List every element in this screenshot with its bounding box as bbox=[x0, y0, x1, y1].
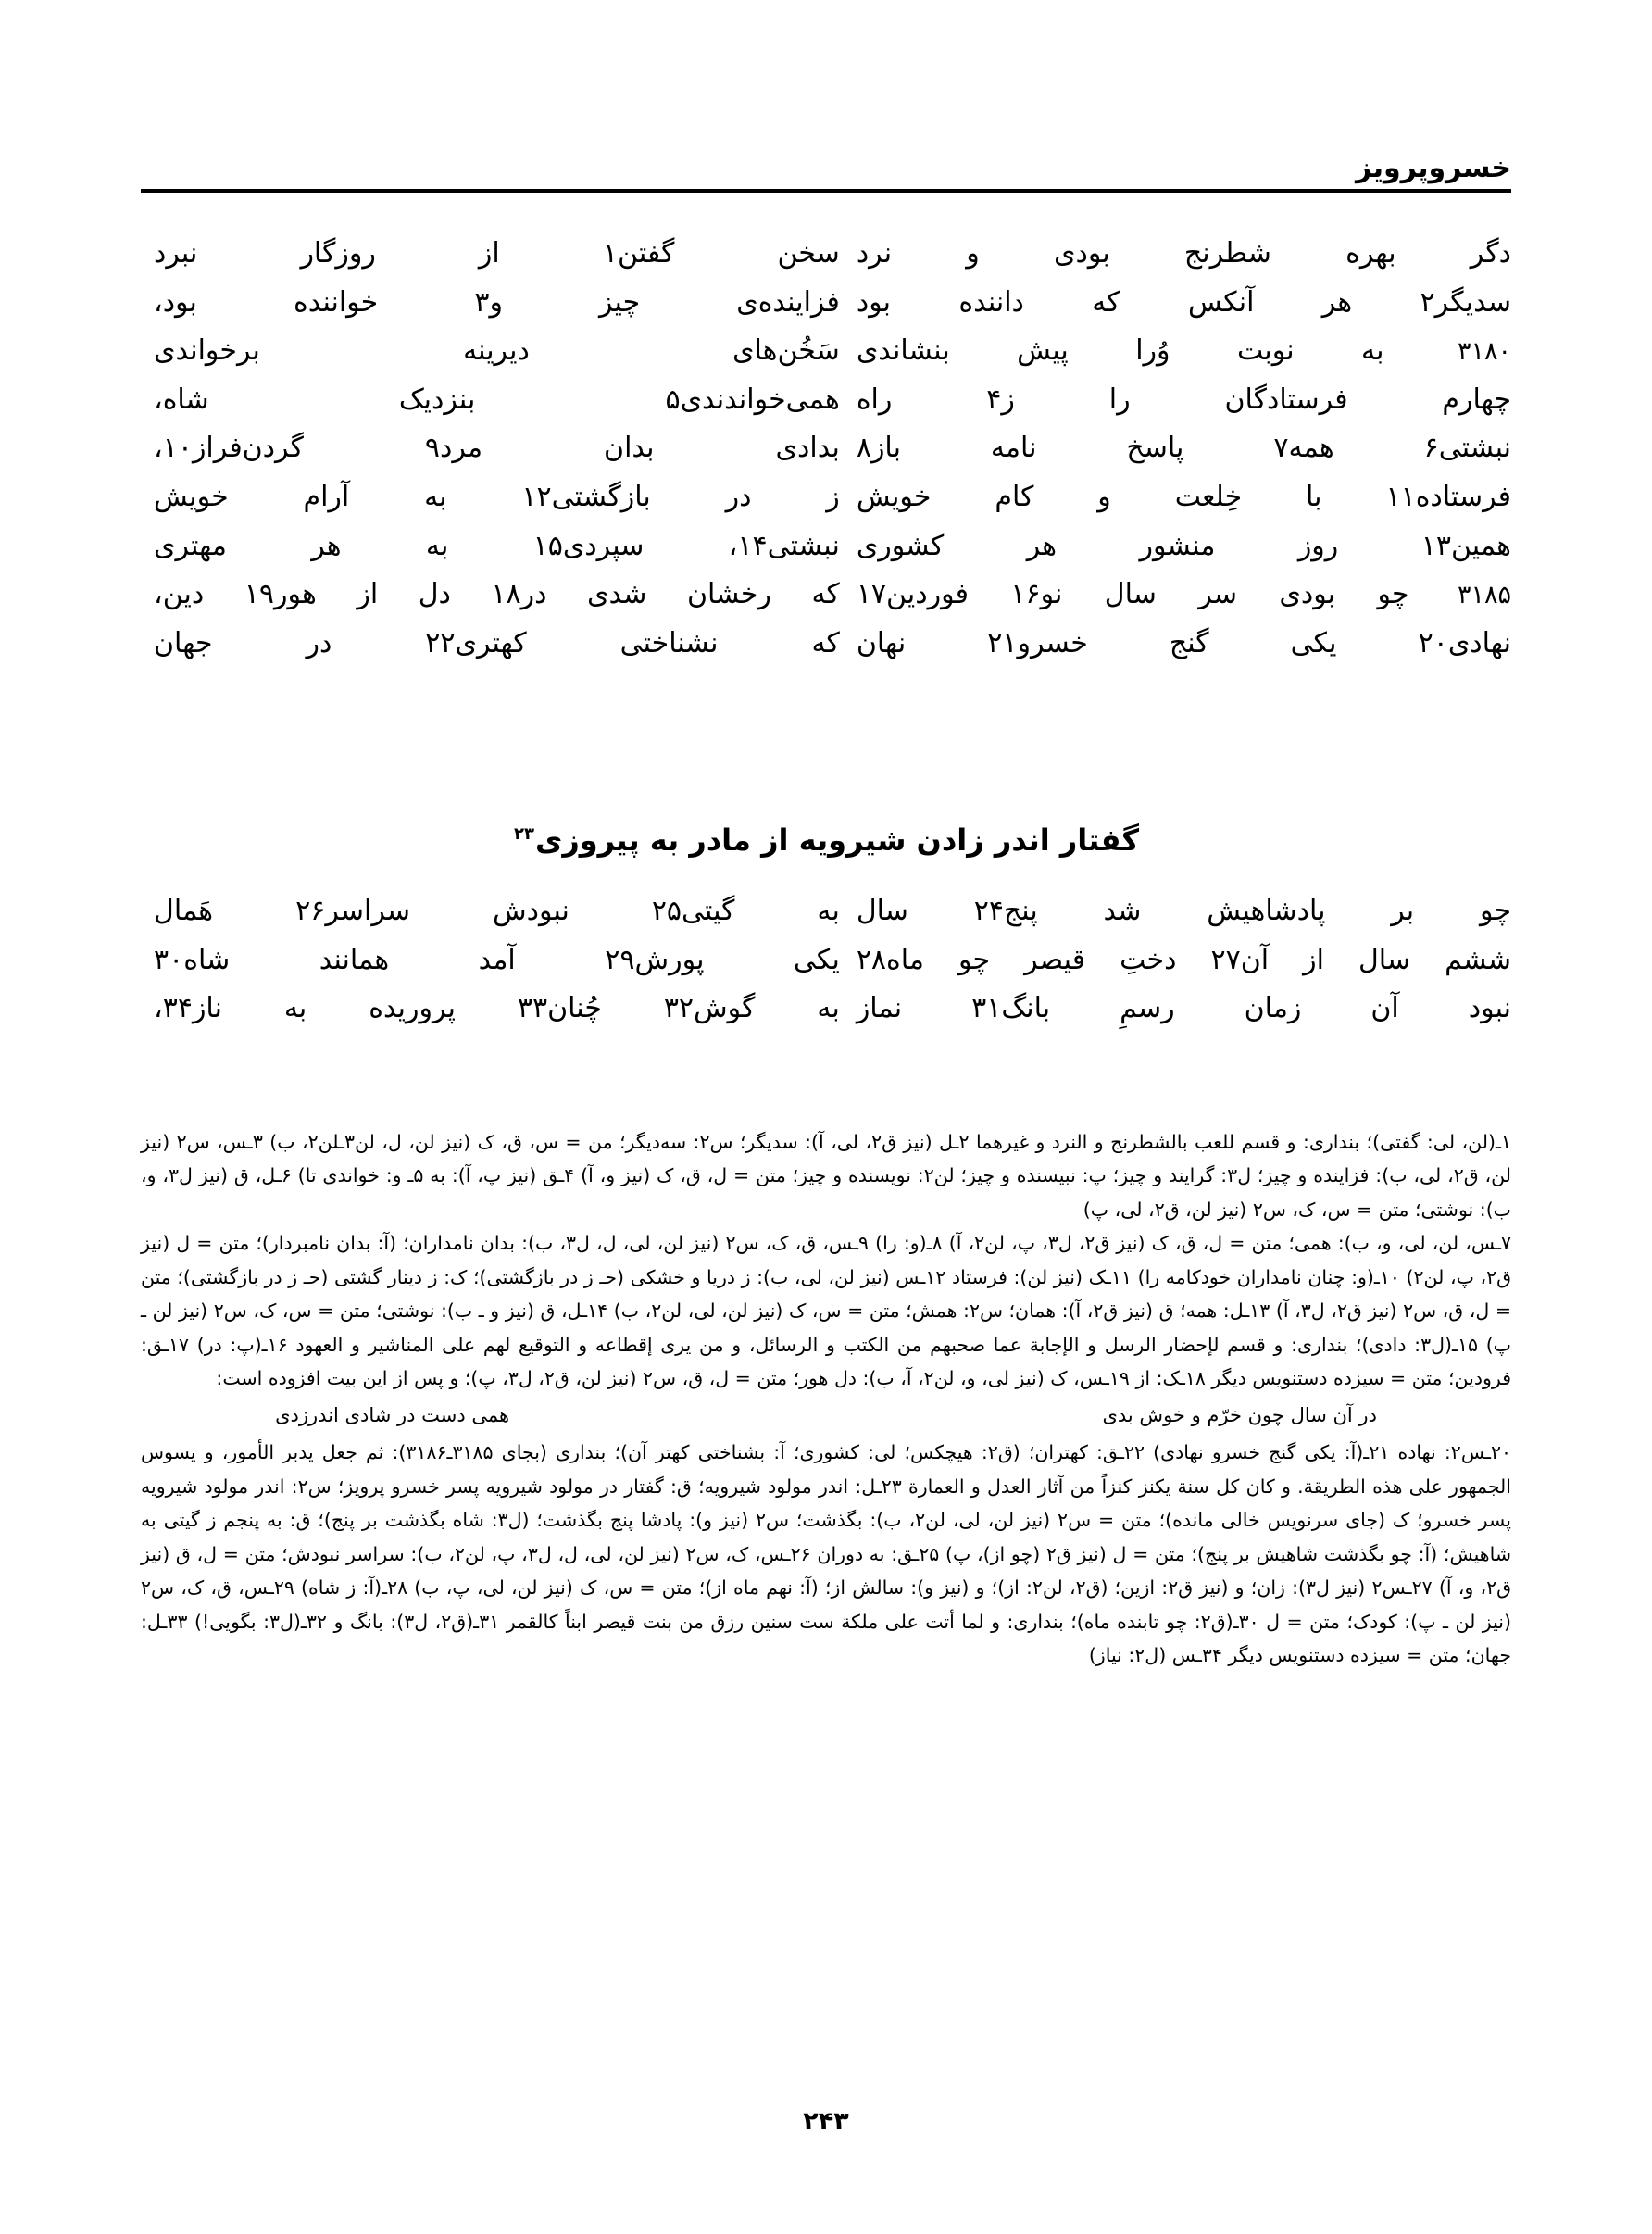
verse-block-secondary bbox=[141, 889, 1511, 1035]
couplet bbox=[141, 329, 1511, 374]
couplet bbox=[141, 281, 1511, 326]
hemistich-left-text: سَخُن‌های دیرینه برخواندی bbox=[154, 334, 840, 368]
hemistich-right-text: ۳۱۸۰ به نوبت وُرا پیش بنشاندی bbox=[856, 334, 1511, 368]
section-heading-text: گفتار اندر زادن شیرویه از مادر به پیروزی bbox=[534, 822, 1139, 858]
verse-number: ۳۱۸۵ bbox=[1416, 581, 1511, 610]
page-number: ۲۴۳ bbox=[803, 2107, 849, 2136]
hemistich-left bbox=[141, 232, 840, 277]
hemistich-left-text: همی‌خواندندی۵ بنزدیک شاه، bbox=[154, 383, 840, 416]
hemistich-right-text: چهارم فرستادگان را ز۴ راه bbox=[856, 383, 1512, 416]
couplet bbox=[141, 889, 1511, 935]
hemistich-right bbox=[840, 281, 1511, 326]
hemistich-right bbox=[840, 621, 1511, 667]
hemistich-left-text: به گیتی۲۵ نبودش سراسر۲۶ هَمال bbox=[154, 895, 840, 927]
hemistich-right-text: چو بر پادشاهیش شد پنج۲۴ سال bbox=[856, 895, 1511, 927]
hemistich-right bbox=[840, 232, 1511, 277]
hemistich-left bbox=[141, 426, 840, 471]
inserted-verse-hemistich-right: در آن سال چون خرّم و خوش بدی bbox=[1102, 1403, 1377, 1426]
hemistich-right bbox=[840, 329, 1511, 374]
hemistich-left-text: بدادی بدان مرد۹ گردن‌فراز۱۰، bbox=[154, 432, 840, 465]
couplet bbox=[141, 475, 1511, 521]
hemistich-left bbox=[141, 986, 840, 1032]
header-rule bbox=[141, 189, 1511, 193]
footnote-paragraph: ۲۰ـس٢: نهاده ۲۱ـ(آ: یکی گنج خسرو نهادی) ۲۲ـق: کهتران؛ (ق٢: هیچکس؛ لی: کشوری؛ آ: بشناختی کهتر آن)؛ بنداری (بجای ۳۱۸۵ـ۳۱۸۶): ثم جعل یدبر الأمور، و یسوس الجمهور علی هذه الطریقة. و کان کل سنة یکنز کنزاً من آثار العدل و العمارة ۲۳ـل: اندر مولود شیرویه؛ ق: گفتار در مولود شیرویه پسر خسرو پرویز؛ س٢: اندر مولود شیرویه پسر خسرو؛ ک (جای سرنویس خالی مانده)؛ متن = س٢ (نیز لن، لی، لن٢، ب): بگذشت؛ س٢ (نیز و): پادشا پنج بگذشت؛ (ل٣: شاه بگذشت بر پنج)؛ ق: به پنجم ز گیتی به شاهیش؛ (آ: چو بگذشت شاهیش بر پنج)؛ متن = ل (نیز ق٢ (چو از)، پ) ۲۵ـق: به دوران ۲۶ـس، ک، س٢ (نیز لن، لی، ل، ل٣، پ، لن٢، ب): سراسر نبودش؛ متن = ل، ق (نیز ق٢، و، آ) ۲۷ـس٢ (نیز ل٣): زان؛ و (نیز ق٢: ازین؛ (ق٢، لن٢: از)؛ و (نیز و): سالش از؛ (آ: نهم ماه از)؛ متن = س، ک (نیز لن، لی، پ، ب) ۲۸ـ(آ: ز شاه) ۲۹ـس، ق، ک، س٢ (نیز لن ـ پ): کودک؛ متن = ل ۳۰ـ(ق٢: چو تابنده ماه)؛ بنداری: و لما أتت علی ملکة ست سنین رزق من بنت قیصر ابناً کالقمر ۳۱ـ(ق٢، ل٣): بانگ و ۳۲ـ(ل٣: بگویی!) ۳۳ـل: جهان؛ متن = سیزده دستنویس دیگر ۳۴ـس (ل٢: نیاز) bbox=[141, 1441, 1512, 1667]
hemistich-right-text: فرستاده۱۱ با خِلعت و کام خویش bbox=[856, 480, 1511, 513]
hemistich-left bbox=[141, 889, 840, 935]
hemistich-right-text: نهادی۲۰ یکی گنج خسرو۲۱ نهان bbox=[856, 626, 1511, 659]
hemistich-left bbox=[141, 621, 840, 667]
hemistich-right bbox=[840, 426, 1511, 471]
hemistich-left-text: فزاینده‌ی چیز و٣ خواننده بود، bbox=[154, 285, 840, 319]
hemistich-left bbox=[141, 329, 840, 374]
hemistich-right-text: همین۱۳ روز منشور هر کشوری bbox=[856, 529, 1511, 562]
hemistich-left bbox=[141, 572, 840, 618]
hemistich-right-text: سدیگر٢ هر آنکس که داننده بود bbox=[856, 285, 1511, 319]
couplet bbox=[141, 621, 1511, 667]
couplet bbox=[141, 524, 1511, 570]
verse-block-primary bbox=[141, 232, 1511, 670]
hemistich-left-text: یکی پورش۲۹ آمد همانند شاه۳۰ bbox=[154, 943, 840, 976]
hemistich-right bbox=[840, 475, 1511, 521]
hemistich-right bbox=[840, 378, 1511, 423]
hemistich-right-text: دگر بهره شطرنج بودی و نرد bbox=[856, 237, 1511, 270]
hemistich-left bbox=[141, 475, 840, 521]
hemistich-left-text: که رخشان شدی در۱۸ دل از هور۱۹ دین، bbox=[154, 578, 840, 611]
couplet bbox=[141, 986, 1511, 1032]
hemistich-left-text: که نشناختی کهتری۲۲ در جهان bbox=[154, 626, 840, 659]
couplet bbox=[141, 232, 1511, 277]
hemistich-right-text: نبشتی۶ همه٧ پاسخ نامه باز٨ bbox=[856, 432, 1511, 465]
couplet bbox=[141, 572, 1511, 618]
hemistich-left bbox=[141, 378, 840, 423]
couplet bbox=[141, 426, 1511, 471]
hemistich-right bbox=[840, 938, 1511, 984]
couplet bbox=[141, 378, 1511, 423]
hemistich-left-text: به گوش۳۲ چُنان۳۳ پروریده به ناز۳۴، bbox=[154, 992, 840, 1025]
footnote-apparatus bbox=[141, 1125, 1511, 1673]
hemistich-left-text: نبشتی۱۴، سپردی۱۵ به هر مهتری bbox=[154, 529, 840, 562]
hemistich-right-text: ششم سال از آن۲۷ دختِ قیصر چو ماه۲۸ bbox=[856, 943, 1511, 976]
hemistich-right bbox=[840, 572, 1511, 618]
hemistich-right bbox=[840, 524, 1511, 570]
footnote-paragraph: ۱ـ(لن، لی: گفتی)؛ بنداری: و قسم للعب بالشطرنج و النرد و غیرهما ۲ـل (نیز ق٢، لی، آ): سدیگر؛ س٢: سه‌دیگر؛ من = س، ق، ک (نیز لن، ل، لن٣ـلن٢، ب) ۳ـس، س٢ (نیز لن، ق٢، لی، ب): فزاینده و چیز؛ ل٣: گرایند و چیز؛ پ: نبیسنده و چیز؛ لن٢: نویسنده و چیز؛ متن = ل، ق، ک (نیز و، آ) ۴ـق (نیز پ، آ): به ۵ـ و: خواندی تا) ۶ـل، ق (نیز ل٣، و، ب): نوشتی؛ متن = س، ک، س٢ (نیز لن، ق٢، لی، پ) bbox=[141, 1131, 1512, 1221]
hemistich-left-text: ز در بازگشتی۱۲ به آرام خویش bbox=[154, 480, 840, 513]
hemistich-left bbox=[141, 524, 840, 570]
footnote-paragraph: ۷ـس، لن، لی، و، ب): همی؛ متن = ل، ق، ک (نیز ق٢، ل٣، پ، لن٢، آ) ۸ـ(و: را) ۹ـس، ق، ک، س٢ (نیز لن، لی، ل، ل٣، ب): بدان نامداران؛ (آ: بدان نامبردار)؛ متن = ل (نیز ق٢، پ، لن٢) ۱۰ـ(و: چنان نامداران خودکامه را) ۱۱ـک (نیز لن): فرستاد ۱۲ـس (نیز لن، لی، ب): ز دریا و خشکی (حـ ز در بازگشتی)؛ ک: ز دینار گشتی (حـ ز در بازگشتی)؛ متن = ل، ق، س٢ (نیز ق٢، ل٣، آ) ۱۳ـل: همه؛ ق (نیز ق٢، آ): همان؛ س٢: همش؛ متن = س، ک (نیز لن، لی، لن٢، ب) ۱۴ـل، ق (نیز و ـ ب): نوشتی؛ متن = س، ک، س٢ (نیز لن ـ پ) ۱۵ـ(ل٣: دادی)؛ بنداری: و قسم لإحضار الرسل و الإجابة عما صحبهم من الکتب و الرسائل، و من یری إقطاعه و التوقیع لهم علی المناشیر و العهود ۱۶ـ(پ: در) ۱۷ـق: فرودین؛ متن = سیزده دستنویس دیگر ۱۸ـک: از ۱۹ـس، ک (نیز لی، و، لن٢، آ، ب): دل هور؛ متن = ل، ق، س٢ (نیز لن، ق٢، ل٣، پ)؛ و پس از این بیت افزوده است: bbox=[141, 1232, 1512, 1390]
inserted-verse-gap bbox=[778, 1399, 833, 1433]
hemistich-right-text: نبود آن زمان رسمِ بانگ۳۱ نماز bbox=[856, 992, 1512, 1025]
inserted-verse bbox=[141, 1399, 1511, 1433]
running-title: خسروپرویز bbox=[1356, 152, 1511, 184]
hemistich-left bbox=[141, 938, 840, 984]
inserted-verse-hemistich-left: همی دست در شادی اندرزدی bbox=[275, 1403, 510, 1426]
running-head-area bbox=[141, 153, 1511, 193]
hemistich-right bbox=[840, 986, 1511, 1032]
hemistich-left-text: سخن گفتن١ از روزگار نبرد bbox=[154, 237, 840, 270]
couplet bbox=[141, 938, 1511, 984]
hemistich-right-text: ۳۱۸۵ چو بودی سر سال نو۱۶ فوردین۱۷ bbox=[856, 578, 1511, 611]
section-heading-footnote-marker: ۲۳ bbox=[514, 824, 534, 845]
section-heading bbox=[141, 822, 1511, 858]
hemistich-right bbox=[840, 889, 1511, 935]
verse-number: ۳۱۸۰ bbox=[1391, 337, 1511, 367]
hemistich-left bbox=[141, 281, 840, 326]
